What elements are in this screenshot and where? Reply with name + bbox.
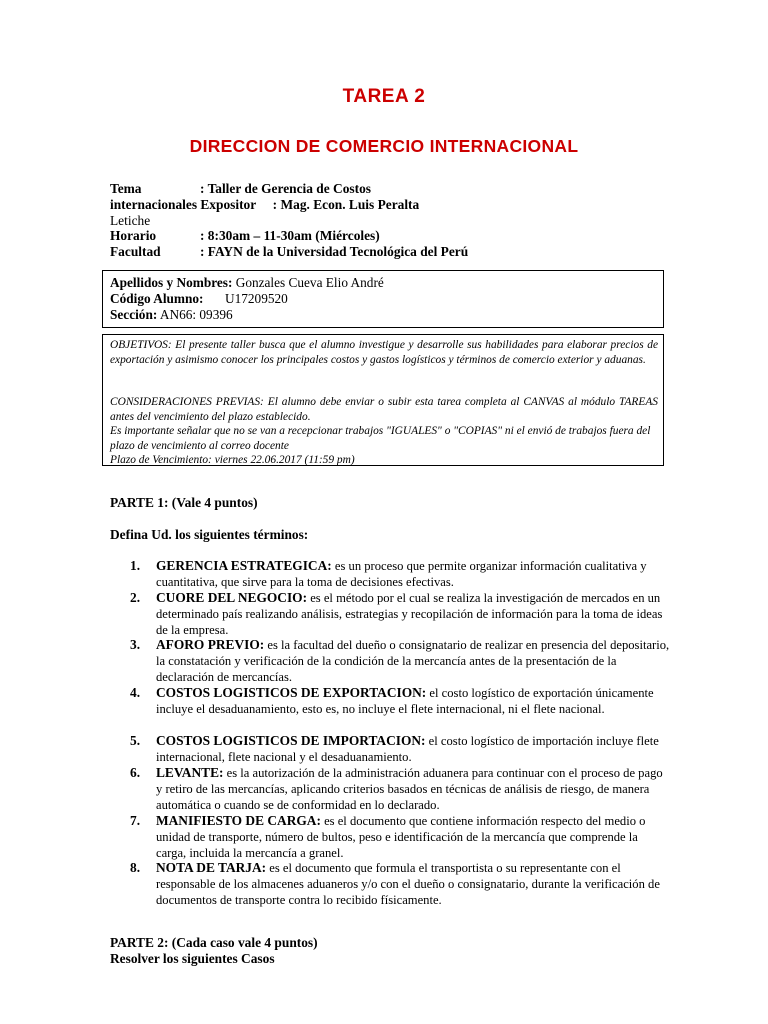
important-text: Es importante señalar que no se van a recepcionar trabajos "IGUALES" o "COPIAS" ni el envió de trabajos fuera del plazo de vencimiento al correo docente xyxy=(110,425,651,452)
part1-instruction: Defina Ud. los siguientes términos: xyxy=(110,527,309,542)
list-item xyxy=(130,685,670,717)
item-text: es un proceso que permite organizar información cualitativa y cuantitativa, que sirve para la toma de decisiones efectivas. xyxy=(156,559,647,589)
student-section-label: Sección: xyxy=(110,307,158,322)
student-name-value: Gonzales Cueva Elio André xyxy=(232,275,384,290)
list-item xyxy=(130,637,670,685)
list-item xyxy=(130,590,670,638)
item-number: 7. xyxy=(130,813,141,828)
item-number: 5. xyxy=(130,733,141,748)
objectives-text: OBJETIVOS: El presente taller busca que el alumno investigue y desarrolle sus habilidades para elaborar precios de exportación y asimismo conocer los principales costos y gastos logísticos y términos de comercio exterior y aduanas. xyxy=(110,339,658,366)
notes-box xyxy=(102,334,664,466)
item-term: AFORO PREVIO: xyxy=(156,637,265,652)
info-tema-line2: internacionales Expositor : Mag. Econ. Luis Peralta xyxy=(110,197,420,212)
list-item xyxy=(130,765,670,813)
item-text: es el documento que contiene información respecto del medio o unidad de transporte, número de bultos, peso e identificación de la mercancía que comprende la carga, incluida la mercancía a granel. xyxy=(156,814,646,860)
item-number: 8. xyxy=(130,860,141,875)
facultad-label: Facultad xyxy=(110,244,161,259)
part1-heading: PARTE 1: (Vale 4 puntos) xyxy=(110,495,258,510)
student-section-row xyxy=(110,307,233,323)
item-text: es el documento que formula el transportista o su representante con el responsable de los almacenes aduaneros y/o con el dueño o consignatario, durante la verificación de documentos de transporte contra lo recibido físicamente. xyxy=(156,861,660,907)
deadline-text: Plazo de Vencimiento: viernes 22.06.2017 (11:59 pm) xyxy=(110,454,355,466)
item-number: 2. xyxy=(130,590,141,605)
student-code-row xyxy=(110,291,288,307)
student-box xyxy=(102,270,664,328)
item-number: 3. xyxy=(130,637,141,652)
student-name-row xyxy=(110,275,384,291)
item-number: 1. xyxy=(130,558,141,573)
considerations-text: CONSIDERACIONES PREVIAS: El alumno debe enviar o subir esta tarea completa al CANVAS al módulo TAREAS antes del vencimiento del plazo establecido. xyxy=(110,396,658,423)
list-item xyxy=(130,860,670,908)
part2-instruction: Resolver los siguientes Casos xyxy=(110,951,275,966)
list-item xyxy=(130,558,670,590)
item-term: LEVANTE: xyxy=(156,765,224,780)
item-text: el costo logístico de importación incluye flete internacional, flete nacional y el desaduanamiento. xyxy=(156,734,659,764)
horario-value: : 8:30am – 11-30am (Miércoles) xyxy=(200,228,380,243)
student-code-label: Código Alumno: xyxy=(110,291,204,306)
student-code-value: U17209520 xyxy=(225,291,288,306)
document-title: TAREA 2 xyxy=(342,86,426,107)
item-term: CUORE DEL NEGOCIO: xyxy=(156,590,308,605)
item-number: 6. xyxy=(130,765,141,780)
item-term: COSTOS LOGISTICOS DE IMPORTACION: xyxy=(156,733,426,748)
item-number: 4. xyxy=(130,685,141,700)
item-text: es la facultad del dueño o consignatario de realizar en presencia del depositario, la constatación y verificación de la condición de la mercancía antes de la presentación de la declaración de mercancías. xyxy=(156,638,670,684)
info-facultad xyxy=(110,244,468,260)
item-text: el costo logístico de exportación únicamente incluye el desaduanamiento, esto es, no incluye el flete internacional, ni el flete nacional. xyxy=(156,686,654,716)
list-item xyxy=(130,733,670,765)
item-term: COSTOS LOGISTICOS DE EXPORTACION: xyxy=(156,685,427,700)
item-term: MANIFIESTO DE CARGA: xyxy=(156,813,321,828)
info-tema-line3: Letiche xyxy=(110,213,151,228)
facultad-value: : FAYN de la Universidad Tecnológica del Perú xyxy=(200,244,469,259)
info-tema xyxy=(110,181,371,197)
item-text: es el método por el cual se realiza la investigación de mercados en un determinado país realizando análisis, estrategias y recopilación de información para la toma de ideas de la empresa. xyxy=(156,591,663,637)
document-subtitle: DIRECCION DE COMERCIO INTERNACIONAL xyxy=(189,136,579,156)
item-text: es la autorización de la administración aduanera para continuar con el proceso de pago y retiro de las mercancías, aplicando criterios basados en técnicas de análisis de riesgo, de manera automática o cuando se de conformidad en lo declarado. xyxy=(156,766,663,812)
info-horario xyxy=(110,228,380,244)
student-section-value: AN66: 09396 xyxy=(157,307,233,322)
item-term: GERENCIA ESTRATEGICA: xyxy=(156,558,332,573)
list-item xyxy=(130,813,670,861)
student-name-label: Apellidos y Nombres: xyxy=(110,275,233,290)
tema-label: Tema xyxy=(110,181,142,196)
part2-heading: PARTE 2: (Cada caso vale 4 puntos) xyxy=(110,935,318,950)
item-term: NOTA DE TARJA: xyxy=(156,860,267,875)
horario-label: Horario xyxy=(110,228,157,243)
tema-value: : Taller de Gerencia de Costos xyxy=(200,181,371,196)
